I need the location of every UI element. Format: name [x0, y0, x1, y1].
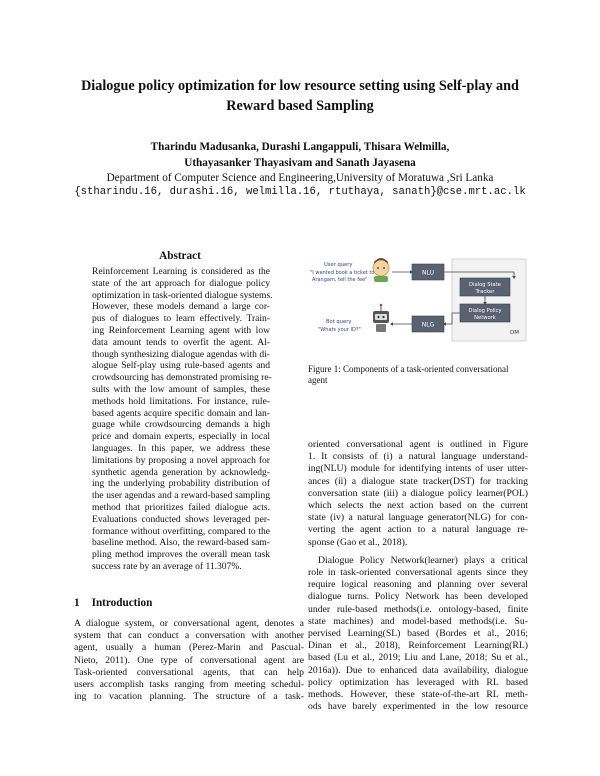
right-para1-line: which selects the next action based on the current: [308, 500, 528, 512]
abstract-line: guage while crowdsourcing demands a high: [92, 419, 270, 431]
abstract-heading: Abstract: [159, 250, 201, 262]
right-para2-line: role in task-oriented conversational agents since they: [308, 567, 528, 579]
dm-label: DM: [510, 330, 519, 336]
policy-label-1: Dialog Policy: [468, 308, 502, 314]
dm-region: [452, 259, 526, 341]
right-para1-line: 1. It consists of (i) a natural language understand-: [308, 451, 528, 463]
right-para1-line: state (iv) a natural language generator(NLG) for con-: [308, 512, 528, 524]
intro-line: users accomplish tasks ranging from meeting schedul-: [74, 679, 304, 691]
right-para2-line: state machines) and model-based methods(i.e. Su-: [308, 615, 528, 627]
title-line-1: Dialogue policy optimization for low resource setting using Self-play and: [81, 78, 519, 94]
right-para1-line: ing(NLU) module for identifying intents of user utter-: [308, 463, 528, 475]
abstract-line: the user agendas and a reward-based sampling: [92, 490, 270, 502]
robot-agent-icon: [373, 304, 389, 332]
right-column-text: [308, 439, 528, 713]
abstract-line: sults with the low amount of samples, these: [92, 383, 270, 395]
right-para1-line: oriented conversational agent is outlined in Figure: [308, 439, 528, 450]
intro-line: A dialogue system, or conversational agent, denotes a: [74, 618, 304, 629]
right-para2-line: Dinan et al., 2018), Reinforcement Learning(RL): [308, 640, 528, 652]
abstract-line: pling method improves the overall mean task: [92, 549, 270, 561]
affiliation: Department of Computer Science and Engineering,University of Moratuwa ,Sri Lanka: [106, 172, 494, 184]
right-para2-line: require logical reasoning and planning over several: [308, 579, 528, 591]
abstract-line: price and domain experts, especially in local: [92, 431, 270, 443]
abstract-line: methods hold limitations. For instance, rule-: [92, 395, 270, 407]
right-para2-line: dialogue turns. Policy Network has been developed: [308, 591, 528, 603]
introduction-heading: [74, 597, 164, 609]
right-para2-line: pervised Learning(SL) based (Bordes et al., 2016;: [308, 628, 528, 640]
figure-components-diagram: [300, 254, 530, 359]
authors-line-1: Tharindu Madusanka, Durashi Langappuli, Thisara Welmilla,: [150, 141, 450, 153]
intro-line: ing to vacation planning. The structure of a task-: [74, 691, 304, 703]
right-para2-line: based (Lu et al., 2019; Liu and Lane, 2018; Su et al.,: [308, 652, 528, 664]
right-para2-line: methods. However, these state-of-the-art RL meth-: [308, 689, 528, 701]
user-query-text-1: "I wanted book a ticket to: [310, 270, 375, 276]
abstract-line: synthetic agenda generation by acknowledg-: [92, 466, 270, 478]
introduction-body: [74, 618, 304, 703]
dst-label-2: Tracker: [475, 289, 495, 295]
right-para2-line: under rule-based methods(i.e. ontology-based, finite: [308, 603, 528, 615]
section-title: Introduction: [91, 597, 153, 609]
abstract-line: languages. In this paper, we address these: [92, 442, 270, 454]
abstract-line: though synthesizing dialogue agendas with di-: [92, 348, 270, 360]
abstract-line: limitations by proposing a novel approach for: [92, 454, 270, 466]
right-para2-line: 2016a)). Due to enhanced data availability, dialogue: [308, 664, 528, 676]
abstract-line: ing Reinforcement Learning agent with low: [92, 324, 270, 336]
intro-line: Task-oriented conversational agents, that can help: [74, 666, 304, 678]
abstract-line: based agents acquire specific domain and lan-: [92, 407, 270, 419]
right-para2-line: Dialogue Policy Network(learner) plays a critical: [318, 554, 528, 566]
abstract-line: However, these models demand a large cor-: [92, 301, 270, 313]
nlu-label: NLU: [422, 269, 434, 277]
abstract-line: pus of dialogues to learn effectively. Train-: [92, 313, 270, 325]
abstract-line: method that prioritizes failed dialogue acts.: [92, 501, 270, 513]
intro-line: system that can conduct a conversation with another: [74, 630, 304, 642]
abstract-line: alogue Self-play using rule-based agents and: [92, 360, 270, 372]
user-avatar-icon: [373, 258, 389, 282]
right-para1-line: ances (ii) a dialogue state tracker(DST) for tracking: [308, 475, 528, 487]
bot-query-text: "Whats your ID?": [318, 327, 361, 333]
user-query-text-2: Arangam, tell the fee": [312, 277, 368, 283]
abstract-body: [92, 266, 273, 573]
bot-query-label: Bot query: [326, 319, 352, 325]
author-list: [40, 140, 560, 171]
author-emails: {stharindu.16, durashi.16, welmilla.16, rtuthaya, sanath}@cse.mrt.ac.lk: [74, 186, 526, 198]
dst-label-1: Dialog State: [469, 282, 501, 288]
policy-label-2: Network: [474, 315, 496, 321]
abstract-line: data amount tends to overfit the agent. Al-: [92, 336, 270, 348]
user-query-label: User query: [324, 262, 353, 268]
figure-caption: [308, 364, 533, 386]
intro-line: agent, usually a human (Perez-Marin and Pascual-: [74, 642, 304, 654]
abstract-line: formance without overfitting, compared to the: [92, 525, 270, 537]
intro-line: Nieto, 2011). One type of conversational agent are: [74, 654, 304, 666]
caption-line-2: agent: [308, 375, 328, 386]
nlg-label: NLG: [421, 321, 435, 329]
abstract-line: state of the art approach for dialogue policy: [92, 277, 270, 289]
abstract-line: Evaluations conducted shows leveraged per-: [92, 513, 270, 525]
abstract-line: baseline method. Also, the reward-based sam-: [92, 537, 270, 549]
right-para1-line: verting the agent action to a natural language re-: [308, 524, 528, 536]
title-line-2: Reward based Sampling: [226, 98, 374, 114]
caption-line-1: Figure 1: Components of a task-oriented conversational: [308, 364, 509, 374]
right-para2-line: policy optimization has leveraged with RL based: [308, 676, 528, 688]
section-number: 1: [74, 597, 80, 609]
abstract-line: Reinforcement Learning is considered as the: [92, 266, 270, 277]
abstract-line: success rate by an average of 11.307%.: [92, 560, 242, 572]
right-para1-line: conversation state (iii) a dialogue policy learner(POL): [308, 487, 528, 499]
abstract-line: ing the underlying probability distribution of: [92, 478, 270, 490]
paper-title: [60, 76, 540, 116]
right-para2: [308, 555, 528, 714]
right-para1-line: sponse (Gao et al., 2018).: [308, 536, 408, 548]
abstract-line: optimization in task-oriented dialogue systems.: [92, 289, 273, 301]
abstract-line: crowdsourcing has demonstrated promising re-: [92, 372, 272, 384]
authors-line-2: Uthayasanker Thayasivam and Sanath Jayasena: [184, 156, 416, 169]
right-para2-line: ods have barely experimented in the low resource: [308, 701, 528, 713]
